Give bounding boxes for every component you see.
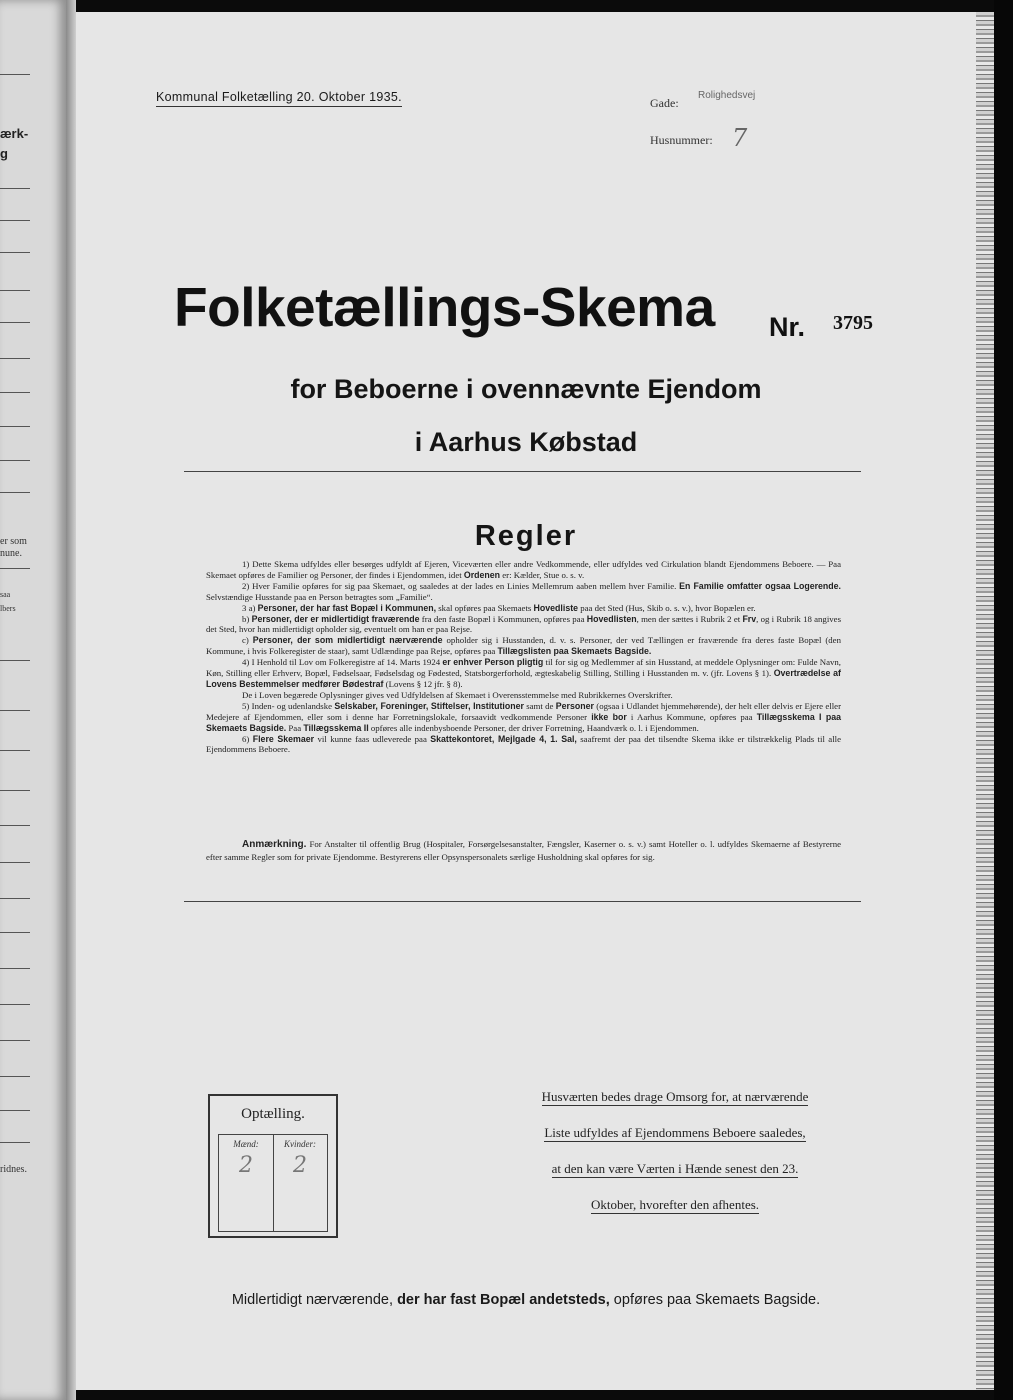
form-line xyxy=(0,710,30,711)
census-header: Kommunal Folketælling 20. Oktober 1935. xyxy=(156,90,402,107)
form-subtitle-city: i Aarhus Købstad xyxy=(414,427,638,457)
form-line xyxy=(0,1142,30,1143)
left-page-fragment: ærk- xyxy=(0,126,29,141)
count-box xyxy=(208,1094,338,1238)
rules-text xyxy=(206,559,841,755)
count-divider xyxy=(273,1135,274,1231)
form-number-value: 3795 xyxy=(833,312,873,334)
form-line xyxy=(0,750,30,751)
scan-border xyxy=(994,0,1013,1400)
rules-heading: Regler xyxy=(474,520,578,552)
form-line xyxy=(0,290,30,291)
book-gutter xyxy=(66,0,76,1400)
men-label: Mænd: xyxy=(233,1139,259,1149)
left-page-fragment: lbers xyxy=(0,604,16,613)
left-page-fragment: ridnes. xyxy=(0,1164,27,1175)
house-number-label: Husnummer: xyxy=(650,133,713,147)
form-line xyxy=(0,932,30,933)
page-edge xyxy=(976,12,994,1390)
left-page-fragment: nune. xyxy=(0,548,22,559)
divider-rule xyxy=(184,471,861,472)
form-line xyxy=(0,460,30,461)
left-page-fragment: er som xyxy=(0,536,27,547)
form-line xyxy=(0,188,30,189)
rule-6: 6) Flere Skemaer vil kunne faas udleverede paa Skattekontoret, Mejlgade 4, 1. Sal, saafremt der paa det tilsendte Skema ikke er tilstrækkelig Plads til alle Ejendommens Beboere. xyxy=(206,733,841,755)
form-line xyxy=(0,426,30,427)
street-value: Rolighedsvej xyxy=(698,90,756,101)
count-table xyxy=(218,1134,328,1232)
host-note-line: Oktober, hvorefter den afhentes. xyxy=(590,1197,760,1212)
form-line xyxy=(0,74,30,75)
form-number-label: Nr. xyxy=(769,312,806,342)
form-line xyxy=(0,1040,30,1041)
rule-1: 1) Dette Skema udfyldes eller besørges udfyldt af Ejeren, Viceværten eller andre Vedkommende, eller udfyldes ved Cirkulation blandt Ejendommens Beboere. — Paa Skemaet opføres de Familier og Personer, der findes i Ejendommen, idet Ordenen er: Kælder, Stue o. s. v. xyxy=(206,559,841,580)
form-line xyxy=(0,898,30,899)
rule-3a: 3 a) Personer, der har fast Bopæl i Kommunen, skal opføres paa Skemaets Hovedliste paa det Sted (Hus, Skib o. s. v.), hvor Bopælen er. xyxy=(242,602,756,613)
left-facing-page xyxy=(0,0,66,1400)
form-line xyxy=(0,1004,30,1005)
form-line xyxy=(0,322,30,323)
form-line xyxy=(0,492,30,493)
form-line xyxy=(0,358,30,359)
left-page-fragment: g xyxy=(0,146,8,161)
host-note-line: Liste udfyldes af Ejendommens Beboere saaledes, xyxy=(544,1125,806,1140)
men-count: 2 xyxy=(239,1153,253,1178)
rule-4b: De i Loven begærede Oplysninger gives ved Udfyldelsen af Skemaet i Overensstemmelse med Rubrikkernes Overskrifter. xyxy=(242,689,673,700)
rule-3c: c) Personer, der som midlertidigt nærværende opholder sig i Husstanden, d. v. s. Personer, der ved Tællingen er fraværende fra deres faste Bopæl (den Kommune, i hvis Folkeregister de staar), samt Udlændinge paa Rejse, opføres paa Tillægslisten paa Skemaets Bagside. xyxy=(206,635,841,657)
host-note-line: at den kan være Værten i Hænde senest den 23. xyxy=(551,1161,799,1176)
house-number-value: 7 xyxy=(732,124,748,152)
host-note-line: Husværten bedes drage Omsorg for, at nærværende xyxy=(541,1089,809,1104)
form-title: Folketællings-Skema xyxy=(174,276,715,338)
rule-4: 4) I Henhold til Lov om Folkeregistre af 14. Marts 1924 er enhver Person pligtig til for sig og Medlemmer af sin Husstand, at meddele Oplysninger om: Fulde Navn, Køn, Stilling eller Erhverv, Bopæl, Fødselsaar, Fødselsdag og Fødested, Statsborgerforhold, ægteskabelig Stilling, Stilling i Husstanden m. v. (jfr. Lovens § 1). Overtrædelse af Lovens Bestemmelser medfører Bødestraf (Lovens § 12 jfr. § 8). xyxy=(206,657,842,689)
form-line xyxy=(0,790,30,791)
form-line xyxy=(0,220,30,221)
divider-rule xyxy=(184,901,861,902)
form-subtitle: for Beboerne i ovennævnte Ejendom xyxy=(290,374,762,404)
rule-3b: b) Personer, der er midlertidigt fraværende fra den faste Bopæl i Kommunen, opføres paa Hovedlisten, men der sættes i Rubrik 2 et Frv, og i Rubrik 18 angives det Sted, hvor han midlertidigt opholder sig, eventuelt om han er paa Rejse. xyxy=(206,613,842,635)
remark-label: Anmærkning. xyxy=(242,839,307,850)
footer-note: Midlertidigt nærværende, der har fast Bopæl andetsteds, opføres paa Skemaets Bagside. xyxy=(231,1292,821,1308)
form-line xyxy=(0,392,30,393)
count-title: Optælling. xyxy=(241,1106,305,1122)
census-form-page xyxy=(76,12,976,1390)
rule-5: 5) Inden- og udenlandske Selskaber, Foreninger, Stiftelser, Institutioner samt de Personer (ogsaa i Udlandet hjemmehørende), der helt eller delvis er Ejere eller Medejere af Ejendommen, eller som i denne har Forretningslokale, forsaavidt vedkommende Personer ikke bor i Aarhus Kommune, opføres paa Tillægsskema I paa Skemaets Bagside. Paa Tillægsskema II opføres alle indenbysboende Personer, der driver Forretning, Haandværk o. l. i Ejendommen. xyxy=(206,700,841,733)
women-label: Kvinder: xyxy=(284,1139,316,1149)
rule-2: 2) Hver Familie opføres for sig paa Skemaet, og saaledes at der lades en Linies Mellemrum aaben mellem hver Familie. En Familie omfatter ogsaa Logerende. Selvstændige Husstande paa en Person betragtes som „Familie“. xyxy=(206,580,841,602)
street-label: Gade: xyxy=(650,96,679,110)
left-page-fragment: saa xyxy=(0,590,11,599)
form-line xyxy=(0,862,30,863)
form-line xyxy=(0,568,30,569)
form-line xyxy=(0,252,30,253)
form-line xyxy=(0,660,30,661)
form-line xyxy=(0,1076,30,1077)
form-line xyxy=(0,1110,30,1111)
women-count: 2 xyxy=(293,1153,307,1178)
form-line xyxy=(0,825,30,826)
remark-text: Anmærkning. For Anstalter til offentlig Brug (Hospitaler, Forsørgelsesanstalter, Fængsler, Kaserner o. s. v.) samt Hoteller o. l. udfyldes Skemaerne af Bestyrerne efter samme Regler som for private Ejendomme. Bestyrerens eller Opsynspersonalets særlige Husholdning skal opføres for sig. xyxy=(206,839,841,862)
form-line xyxy=(0,968,30,969)
